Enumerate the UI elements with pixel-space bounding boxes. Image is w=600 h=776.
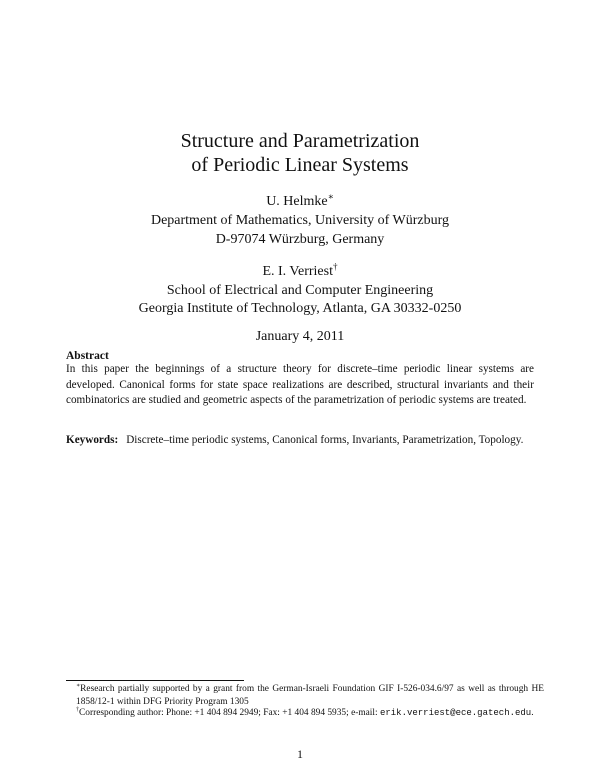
abstract-text: In this paper the beginnings of a structure theory for discrete–time periodic linear systems are developed. Canonical forms for state space realizations are described, structural invariants and their combinatorics are studied and geometric aspects of the parametrization of periodic systems are treated.: [66, 363, 534, 406]
paper-title-line-1: Structure and Parametrization: [180, 130, 420, 152]
author-1-footnote-mark: ∗: [327, 191, 334, 202]
footnote-2-end: .: [531, 708, 534, 718]
author-1-affiliation-line-2: D-97074 Würzburg, Germany: [215, 232, 385, 247]
keywords-label: Keywords:: [66, 434, 119, 446]
author-1-name: [0, 192, 600, 211]
paper-title-line-2: of Periodic Linear Systems: [191, 154, 409, 176]
page-number: 1: [297, 747, 303, 761]
paper-date: January 4, 2011: [255, 329, 345, 344]
author-2-footnote-mark: †: [332, 261, 338, 272]
footnote-2: [66, 707, 544, 720]
footnote-2-mark: †: [76, 706, 80, 713]
footnote-1: [66, 683, 544, 708]
footnote-2-text: Corresponding author: Phone: +1 404 894 2949; Fax: +1 404 894 5935; e-mail:: [79, 708, 380, 718]
author-2-name: [0, 262, 600, 281]
author-2-affiliation-line-1: School of Electrical and Computer Engineering: [166, 283, 434, 298]
footnote-rule: [66, 680, 244, 681]
keywords-paragraph: [66, 433, 534, 449]
author-2-affiliation-line-2: Georgia Institute of Technology, Atlanta, GA 30332-0250: [138, 301, 462, 316]
footnote-1-mark: ∗: [76, 682, 81, 689]
abstract-heading: Abstract: [66, 350, 109, 362]
keywords-text: Discrete–time periodic systems, Canonical forms, Invariants, Parametrization, Topology.: [126, 434, 524, 446]
author-2-name-text: E. I. Verriest: [262, 264, 333, 279]
author-1-affiliation-line-1: Department of Mathematics, University of Würzburg: [150, 213, 450, 228]
footnote-2-email-link[interactable]: erik.verriest@ece.gatech.edu: [379, 708, 532, 718]
footnote-1-text: Research partially supported by a grant from the German-Israeli Foundation GIF I-526-034.6/97 as well as through HE 1858/12-1 within DFG Priority Program 1305: [76, 684, 544, 707]
author-1-name-text: U. Helmke: [266, 194, 328, 209]
